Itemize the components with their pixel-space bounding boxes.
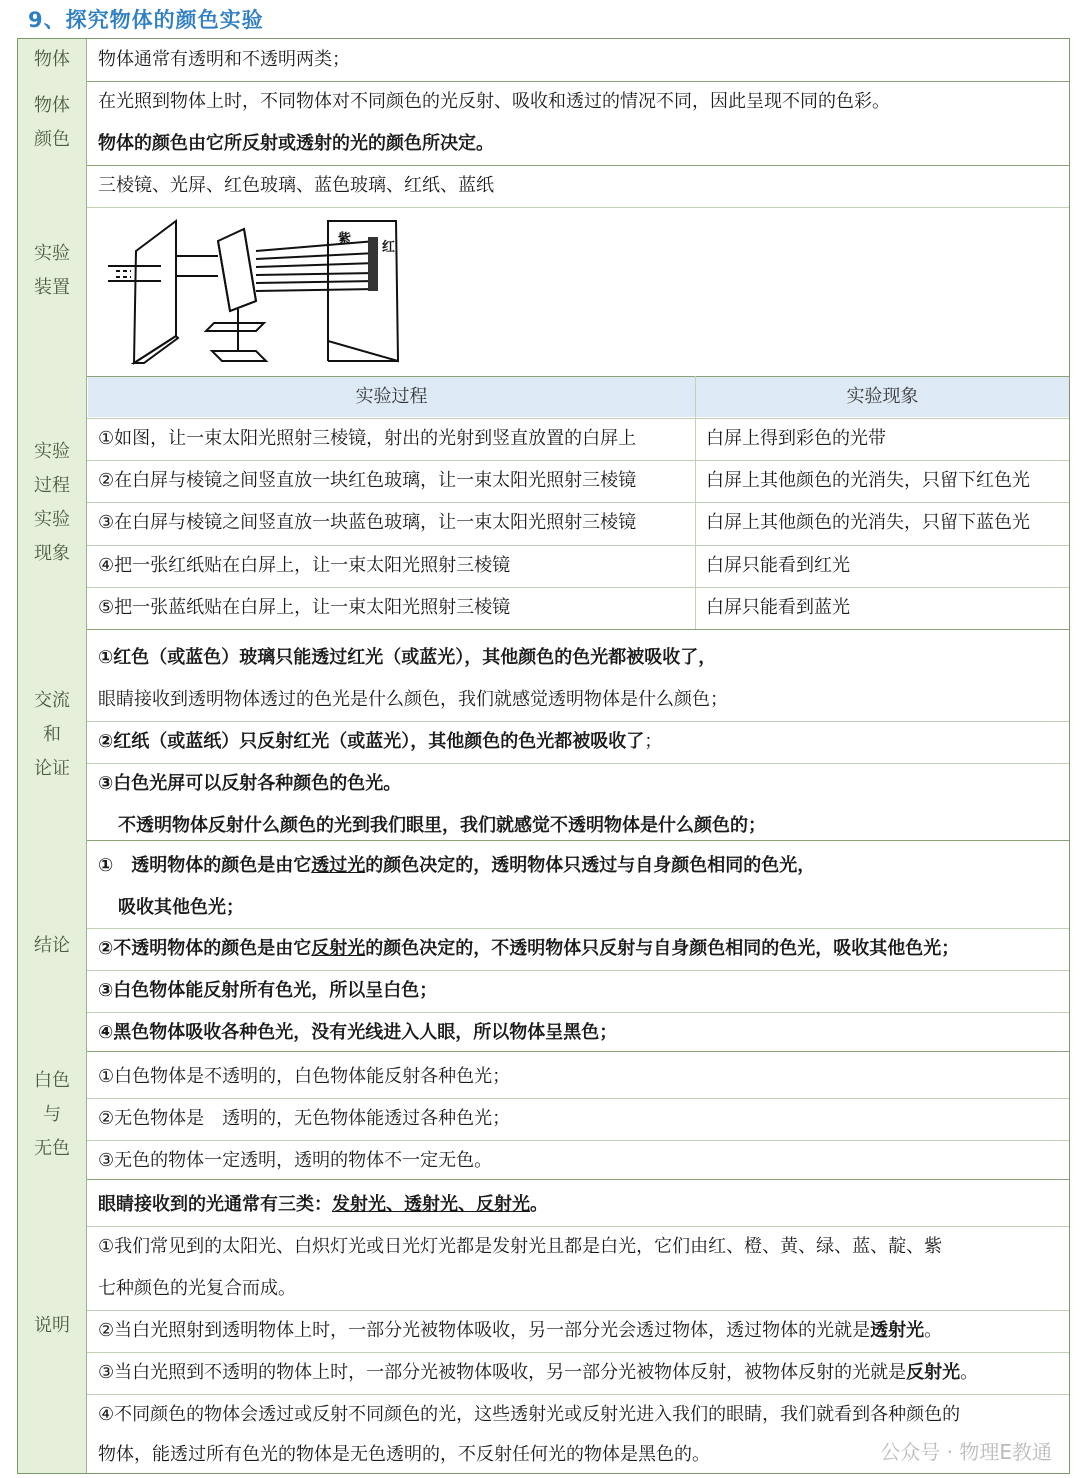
diagram-label-red: 红: [382, 240, 396, 255]
explanation-line1-b: 。: [530, 1194, 548, 1215]
discussion-line3: [98, 721, 1059, 763]
discussion-line3-end: ；: [644, 731, 663, 752]
diagram-label-violet: 紫: [338, 232, 352, 247]
label-white-colorless-3: 无色: [34, 1138, 70, 1159]
label-object-color-2: 颜色: [34, 129, 70, 150]
explanation-line4-a: ②当白光照射到透明物体上时，一部分光被物体吸收，另一部分光会透过物体，透过物体的光就是: [98, 1320, 871, 1341]
label-process: [18, 376, 87, 629]
watermark: 公众号 · 物理E教通: [880, 1440, 1052, 1464]
header-process: 实验过程: [88, 377, 695, 417]
label-process-2: 过程: [34, 474, 70, 496]
conclusion-line1-a: ① 透明物体的颜色是由它: [98, 855, 312, 876]
conclusion-line3-b: 的颜色决定的，不透明物体只反射与自身颜色相同的色光，吸收其他色光；: [365, 938, 960, 959]
phenomenon-4: 白屏只能看到红光: [706, 555, 850, 576]
discussion-line2: 眼睛接收到透明物体透过的色光是什么颜色，我们就感觉透明物体是什么颜色；: [98, 689, 728, 710]
object-color-line2: 物体的颜色由它所反射或透射的光的颜色所决定。: [98, 133, 494, 154]
white-colorless-line2: ②无色物体是 透明的，无色物体能透过各种色光；: [98, 1108, 511, 1129]
explanation-line5-a: ③当白光照到不透明的物体上时，一部分光被物体吸收，另一部分光被物体反射，被物体反射的光就是: [98, 1362, 907, 1383]
header-phenomenon: 实验现象: [696, 377, 1069, 417]
conclusion-line3-underline: 反射光: [311, 938, 366, 959]
phenomenon-2: 白屏上其他颜色的光消失，只留下红色光: [706, 470, 1030, 491]
process-step-5: ⑤把一张蓝纸贴在白屏上，让一束太阳光照射三棱镜: [98, 597, 511, 618]
explanation-line1-underline: 发射光、透射光、反射光: [332, 1194, 530, 1215]
explanation-line6: ④不同颜色的物体会透过或反射不同颜色的光，这些透射光或反射光进入我们的眼睛，我们就看到各种颜色的: [98, 1404, 961, 1425]
explanation-line3: 七种颜色的光复合而成。: [98, 1278, 296, 1299]
conclusion-line4: ③白色物体能反射所有色光，所以呈白色；: [98, 980, 438, 1001]
label-discussion-3: 论证: [34, 757, 70, 779]
explanation-line1-a: 眼睛接收到的光通常有三类：: [98, 1194, 332, 1215]
label-apparatus: [18, 165, 87, 376]
label-process-3: 实验: [34, 508, 70, 530]
phenomenon-3: 白屏上其他颜色的光消失，只留下蓝色光: [706, 512, 1030, 533]
discussion-line1: ①红色（或蓝色）玻璃只能透过红光（或蓝光），其他颜色的色光都被吸收了，: [98, 647, 717, 668]
explanation-line7: 物体，能透过所有色光的物体是无色透明的，不反射任何光的物体是黑色的。: [98, 1444, 710, 1465]
label-explanation-text: 说明: [34, 1315, 70, 1336]
conclusion-line3-a: ②不透明物体的颜色是由它: [98, 938, 312, 959]
conclusion-line1-b: 的颜色决定的，透明物体只透过与自身颜色相同的色光，: [365, 855, 816, 876]
phenomenon-5: 白屏只能看到蓝光: [706, 597, 850, 618]
object-color-line1: 在光照到物体上时，不同物体对不同颜色的光反射、吸收和透过的情况不同，因此呈现不同的色彩。: [98, 91, 890, 112]
process-step-2: ②在白屏与棱镜之间竖直放一块红色玻璃，让一束太阳光照射三棱镜: [98, 470, 637, 491]
prism-apparatus-diagram: [106, 211, 406, 371]
explanation-line5: [98, 1352, 1059, 1394]
label-conclusion-text: 结论: [34, 934, 70, 956]
discussion-line4: ③白色光屏可以反射各种颜色的色光。: [98, 773, 402, 794]
object-text: 物体通常有透明和不透明两类；: [98, 49, 350, 70]
conclusion-line2: 吸收其他色光；: [118, 897, 244, 918]
label-discussion: [18, 629, 87, 840]
discussion-line5: 不透明物体反射什么颜色的光到我们眼里，我们就感觉不透明物体是什么颜色的；: [118, 815, 766, 836]
conclusion-line1: [98, 845, 1059, 887]
conclusion-line3: [98, 928, 1059, 970]
label-white-colorless: [18, 1051, 87, 1179]
label-object-color: [18, 81, 87, 165]
white-colorless-line1: ①白色物体是不透明的，白色物体能反射各种色光；: [98, 1066, 511, 1087]
label-white-colorless-2: 与: [43, 1104, 61, 1125]
process-step-1: ①如图，让一束太阳光照射三棱镜，射出的光射到竖直放置的白屏上: [98, 428, 637, 449]
label-explanation: [18, 1179, 87, 1473]
section-title: 9、探究物体的颜色实验: [28, 8, 264, 32]
explanation-line4-c: 。: [924, 1320, 943, 1341]
label-apparatus-2: 装置: [34, 276, 70, 298]
apparatus-materials: 三棱镜、光屏、红色玻璃、蓝色玻璃、红纸、蓝纸: [98, 175, 494, 196]
label-process-4: 现象: [34, 542, 70, 564]
label-discussion-2: 和: [43, 723, 61, 745]
conclusion-line1-underline: 透过光: [311, 855, 366, 876]
explanation-line5-bold: 反射光: [906, 1362, 961, 1383]
process-step-4: ④把一张红纸贴在白屏上，让一束太阳光照射三棱镜: [98, 555, 511, 576]
explanation-line2: ①我们常见到的太阳光、白炽灯光或日光灯光都是发射光且都是白光，它们由红、橙、黄、绿、蓝、靛、紫: [98, 1236, 943, 1257]
explanation-line1: [98, 1184, 1059, 1226]
explanation-line4-bold: 透射光: [870, 1320, 925, 1341]
experiment-table: [17, 38, 1070, 1474]
label-object-color-1: 物体: [34, 95, 70, 116]
label-object-text: 物体: [34, 49, 70, 70]
explanation-line4: [98, 1310, 1059, 1352]
process-step-3: ③在白屏与棱镜之间竖直放一块蓝色玻璃，让一束太阳光照射三棱镜: [98, 512, 637, 533]
conclusion-line5: ④黑色物体吸收各种色光，没有光线进入人眼，所以物体呈黑色；: [98, 1022, 618, 1043]
explanation-line5-c: 。: [960, 1362, 979, 1383]
label-process-1: 实验: [34, 440, 70, 462]
label-white-colorless-1: 白色: [34, 1070, 70, 1091]
label-discussion-1: 交流: [34, 689, 70, 711]
label-apparatus-1: 实验: [34, 242, 70, 264]
label-object: [18, 39, 87, 81]
white-colorless-line3: ③无色的物体一定透明，透明的物体不一定无色。: [98, 1150, 493, 1171]
label-conclusion: [18, 840, 87, 1051]
discussion-line3-bold: ②红纸（或蓝纸）只反射红光（或蓝光），其他颜色的色光都被吸收了: [98, 731, 645, 752]
phenomenon-1: 白屏上得到彩色的光带: [706, 428, 886, 449]
